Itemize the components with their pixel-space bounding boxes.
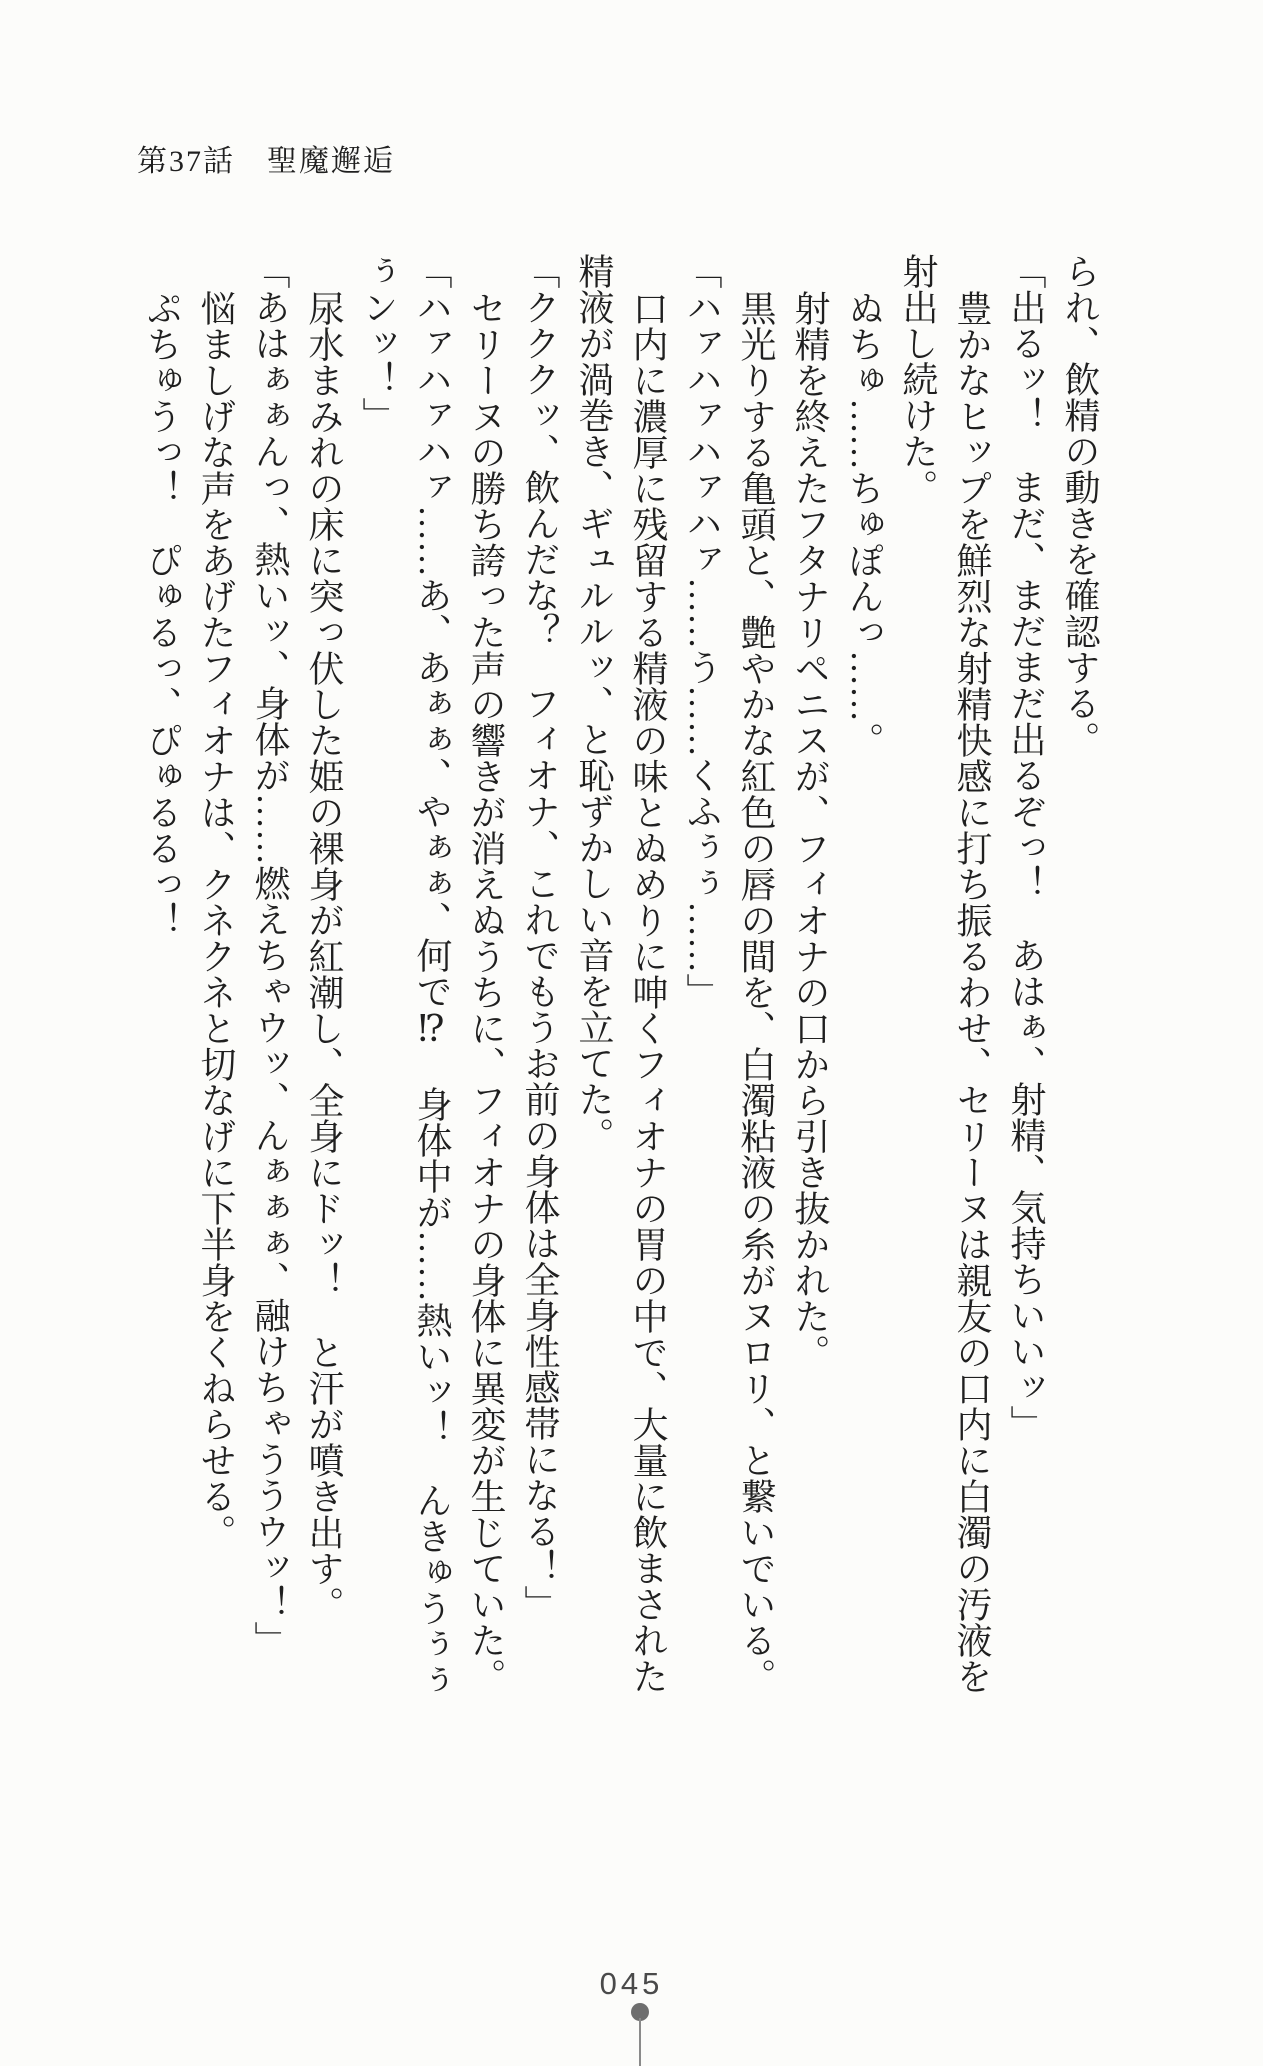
text-column: 悩ましげな声をあげたフィオナは、クネクネと切なげに下半身をくねらせる。 [196,290,236,1550]
text-columns [135,253,1107,1698]
text-column: ぷちゅうっ！ ぴゅるっ、ぴゅるるっ！ [142,290,182,938]
footer-line-ornament [639,2018,641,2066]
text-column: ぅンッ！」 [358,253,398,433]
text-column: 「あはぁぁんっ、熱いッ、身体が……燃えちゃウッ、んぁぁぁ、融けちゃううウッ！」 [250,253,290,1657]
text-column: ぬちゅ……ちゅぽんっ……。 [844,290,884,758]
text-column: 射精を終えたフタナリペニスが、フィオナの口から引き抜かれた。 [790,290,830,1370]
text-column: 「出るッ！ まだ、まだまだ出るぞっ！ あはぁ、射精、気持ちいいッ」 [1006,253,1046,1441]
text-column: 射出し続けた。 [898,253,938,505]
text-column: 精液が渦巻き、ギュルルッ、と恥ずかしい音を立てた。 [574,253,614,1153]
text-column: られ、飲精の動きを確認する。 [1060,253,1100,757]
text-column: 黒光りする亀頭と、艶やかな紅色の唇の間を、白濁粘液の糸がヌロリ、と繋いでいる。 [736,290,776,1694]
text-column: セリーヌの勝ち誇った声の響きが消えぬうちに、フィオナの身体に異変が生じていた。 [466,290,506,1694]
text-column: 口内に濃厚に残留する精液の味とぬめりに呻くフィオナの胃の中で、大量に飲まされた [628,290,668,1694]
text-column: 尿水まみれの床に突っ伏した姫の裸身が紅潮し、全身にドッ！ と汗が噴き出す。 [304,290,344,1622]
page-number: 045 [599,1966,664,2001]
text-column: 「クククッ、飲んだな？ フィオナ、これでもうお前の身体は全身性感帯になる！」 [520,253,560,1621]
text-column: 「ハァハァハァハァ……う……くふぅぅ……」 [682,253,722,1009]
chapter-header: 第37話 聖魔邂逅 [137,145,395,178]
text-column: 「ハァハァハァ……あ、あぁぁ、やぁぁ、何で⁉ 身体中が……熱いッ！ んきゅうぅぅ [412,253,452,1698]
text-column: 豊かなヒップを鮮烈な射精快感に打ち振るわせ、セリーヌは親友の口内に白濁の汚液を [952,290,992,1694]
